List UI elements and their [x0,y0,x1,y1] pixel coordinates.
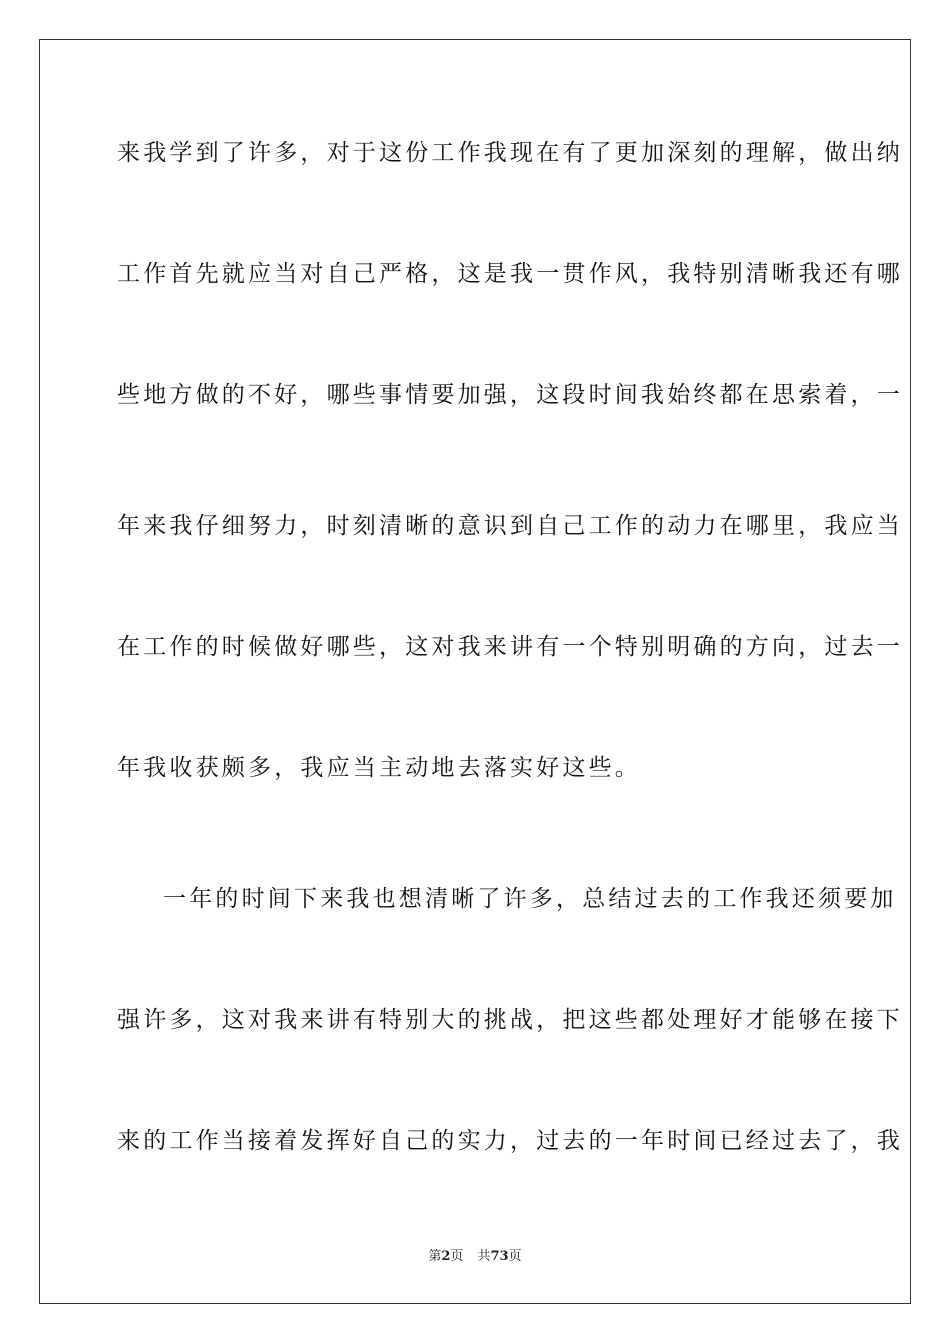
body-text-line: 来的工作当接着发挥好自己的实力，过去的一年时间已经过去了，我 [117,1128,903,1154]
body-text-line: 来我学到了许多，对于这份工作我现在有了更加深刻的理解，做出纳 [117,140,903,166]
total-prefix: 共 [477,1249,491,1264]
body-text-line: 年我收获颇多，我应当主动地去落实好这些。 [117,755,641,781]
total-suffix: 页 [508,1249,522,1264]
page-border [39,39,911,1304]
body-text-line: 些地方做的不好，哪些事情要加强，这段时间我始终都在思索着，一 [117,382,903,408]
body-text-line: 强许多，这对我来讲有特别大的挑战，把这些都处理好才能够在接下 [117,1007,903,1033]
body-text-line: 在工作的时候做好哪些，这对我来讲有一个特别明确的方向，过去一 [117,634,903,660]
paragraph-first-line: 一年的时间下来我也想清晰了许多，总结过去的工作我还须要加 [163,886,897,912]
body-text-line: 年来我仔细努力，时刻清晰的意识到自己工作的动力在哪里，我应当 [117,513,903,539]
page-number: 2 [441,1249,451,1264]
total-pages: 73 [490,1249,509,1264]
page-footer [0,1248,950,1266]
body-text-line: 工作首先就应当对自己严格，这是我一贯作风，我特别清晰我还有哪 [117,261,903,287]
page-suffix: 页 [450,1249,464,1264]
page-prefix: 第 [428,1249,442,1264]
